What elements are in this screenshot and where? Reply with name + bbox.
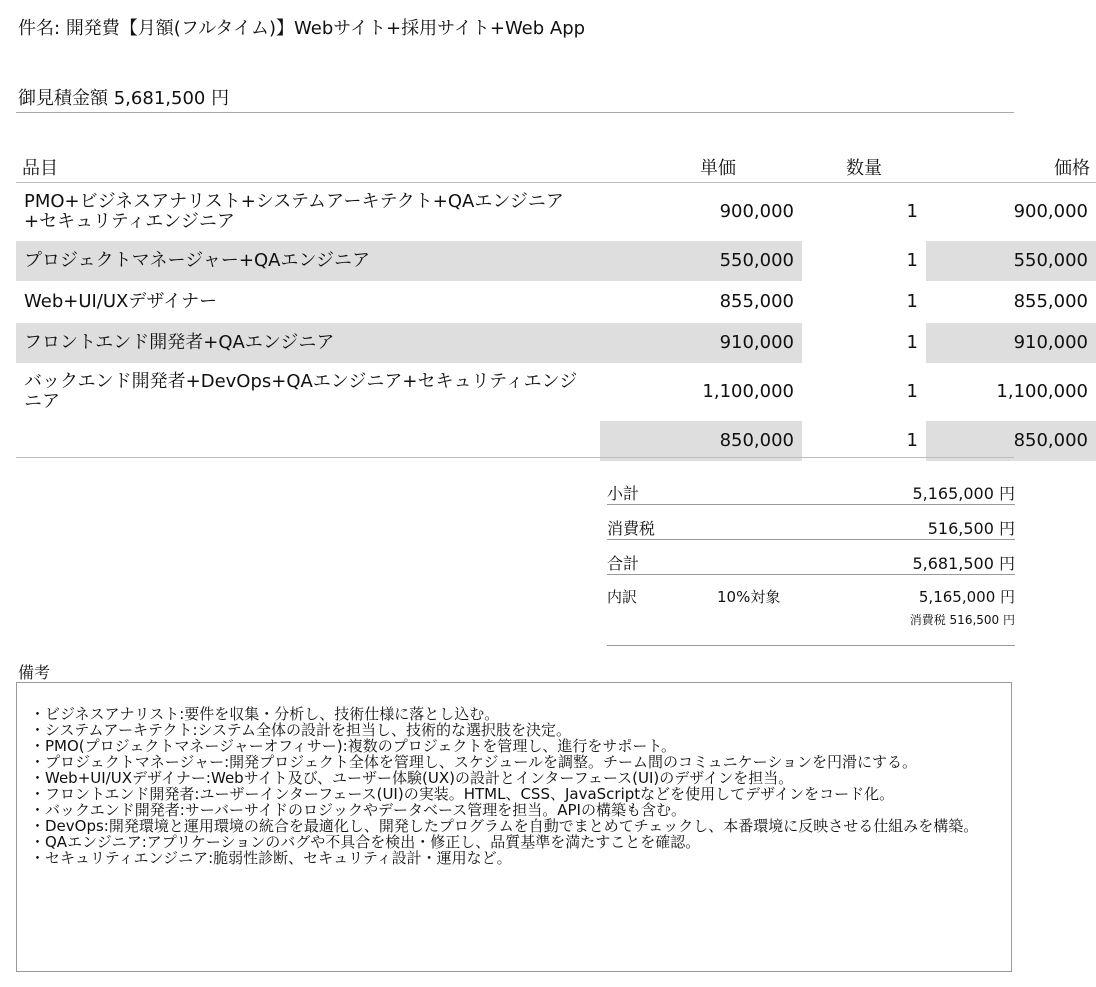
item-amount: 900,000 [926,183,1096,241]
remark-line: ・フロントエンド開発者:ユーザーインターフェース(UI)の実装。HTML、CSS、JavaScriptなどを使用してデザインをコード化。 [30,785,895,803]
items-table [16,154,1096,461]
subject-label: 件名: [18,18,61,39]
item-amount: 910,000 [926,323,1096,363]
col-header-unit-price: 単価 [600,154,802,183]
subject-text: 開発費【月額(フルタイム)】Webサイト+採用サイト+Web App [65,18,586,39]
item-unit-price: 850,000 [600,421,802,461]
item-unit-price: 910,000 [600,323,802,363]
item-name: Web+UI/UXデザイナー [16,281,600,323]
remark-line: ・Web+UI/UXデザイナー:Webサイト及び、ユーザー体験(UX)の設計とインターフェース(UI)のデザインを担当。 [30,769,794,787]
table-row [16,323,1096,363]
tax-value: 516,500 円 [927,519,1015,538]
subtotal-row [607,480,1015,505]
subtotal-label: 小計 [607,484,640,503]
remark-line: ・バックエンド開発者:サーバーサイドのロジックやデータベース管理を担当。APIの構築も含む。 [30,801,686,819]
item-amount: 550,000 [926,241,1096,281]
divider [16,112,1014,113]
remarks-list [30,706,1000,866]
tax-row [607,515,1015,540]
item-amount: 850,000 [926,421,1096,461]
summary-divider [607,645,1015,646]
table-row [16,183,1096,241]
item-amount: 855,000 [926,281,1096,323]
remark-line: ・プロジェクトマネージャー:開発プロジェクト全体を管理し、スケジュールを調整。チーム間のコミュニケーションを円滑にする。 [30,753,918,771]
total-label: 合計 [607,554,640,573]
table-row [16,281,1096,323]
table-row [16,421,1096,461]
remark-line: ・セキュリティエンジニア:脆弱性診断、セキュリティ設計・運用など。 [30,849,512,867]
breakdown-row [607,585,1015,607]
item-qty: 1 [802,323,926,363]
estimate-total [18,84,229,110]
item-name: PMO+ビジネスアナリスト+システムアーキテクト+QAエンジニア+セキュリティエンジニア [16,183,600,241]
item-amount: 1,100,000 [926,363,1096,421]
breakdown-tax: 消費税 516,500 円 [909,613,1015,627]
breakdown-amount: 5,165,000 円 [918,588,1015,606]
remark-line: ・PMO(プロジェクトマネージャーオフィサー):複数のプロジェクトを管理し、進行をサポート。 [30,737,677,755]
table-row [16,241,1096,281]
estimate-amount: 5,681,500 [113,88,206,109]
estimate-currency: 円 [211,88,230,109]
breakdown-rate: 10%対象 [717,588,781,606]
item-unit-price: 900,000 [600,183,802,241]
item-name [16,421,600,461]
remarks-title: 備考 [18,663,51,682]
col-header-amount: 価格 [926,154,1096,183]
table-row [16,363,1096,421]
item-qty: 1 [802,421,926,461]
remark-line: ・システムアーキテクト:システム全体の設計を担当し、技術的な選択肢を決定。 [30,721,572,739]
total-row [607,550,1015,575]
item-name: フロントエンド開発者+QAエンジニア [16,323,600,363]
subject-line [18,14,585,40]
table-header-row [16,154,1096,183]
breakdown-label: 内訳 [607,588,638,606]
col-header-qty: 数量 [802,154,926,183]
item-qty: 1 [802,281,926,323]
item-name: バックエンド開発者+DevOps+QAエンジニア+セキュリティエンジニア [16,363,600,421]
remark-line: ・QAエンジニア:アプリケーションのバグや不具合を検出・修正し、品質基準を満たすことを確認。 [30,833,701,851]
item-qty: 1 [802,363,926,421]
subtotal-value: 5,165,000 円 [912,484,1015,503]
item-qty: 1 [802,241,926,281]
remark-line: ・DevOps:開発環境と運用環境の統合を最適化し、開発したプログラムを自動でまとめてチェックし、本番環境に反映させる仕組みを構築。 [30,817,979,835]
item-unit-price: 855,000 [600,281,802,323]
tax-label: 消費税 [607,519,656,538]
remark-line: ・ビジネスアナリスト:要件を収集・分析し、技術仕様に落とし込む。 [30,705,500,723]
item-qty: 1 [802,183,926,241]
item-unit-price: 1,100,000 [600,363,802,421]
summary-block [607,480,1015,628]
total-value: 5,681,500 円 [912,554,1015,573]
item-name: プロジェクトマネージャー+QAエンジニア [16,241,600,281]
estimate-label: 御見積金額 [18,88,108,109]
item-unit-price: 550,000 [600,241,802,281]
col-header-name: 品目 [16,154,600,183]
table-end-divider [16,457,1014,458]
